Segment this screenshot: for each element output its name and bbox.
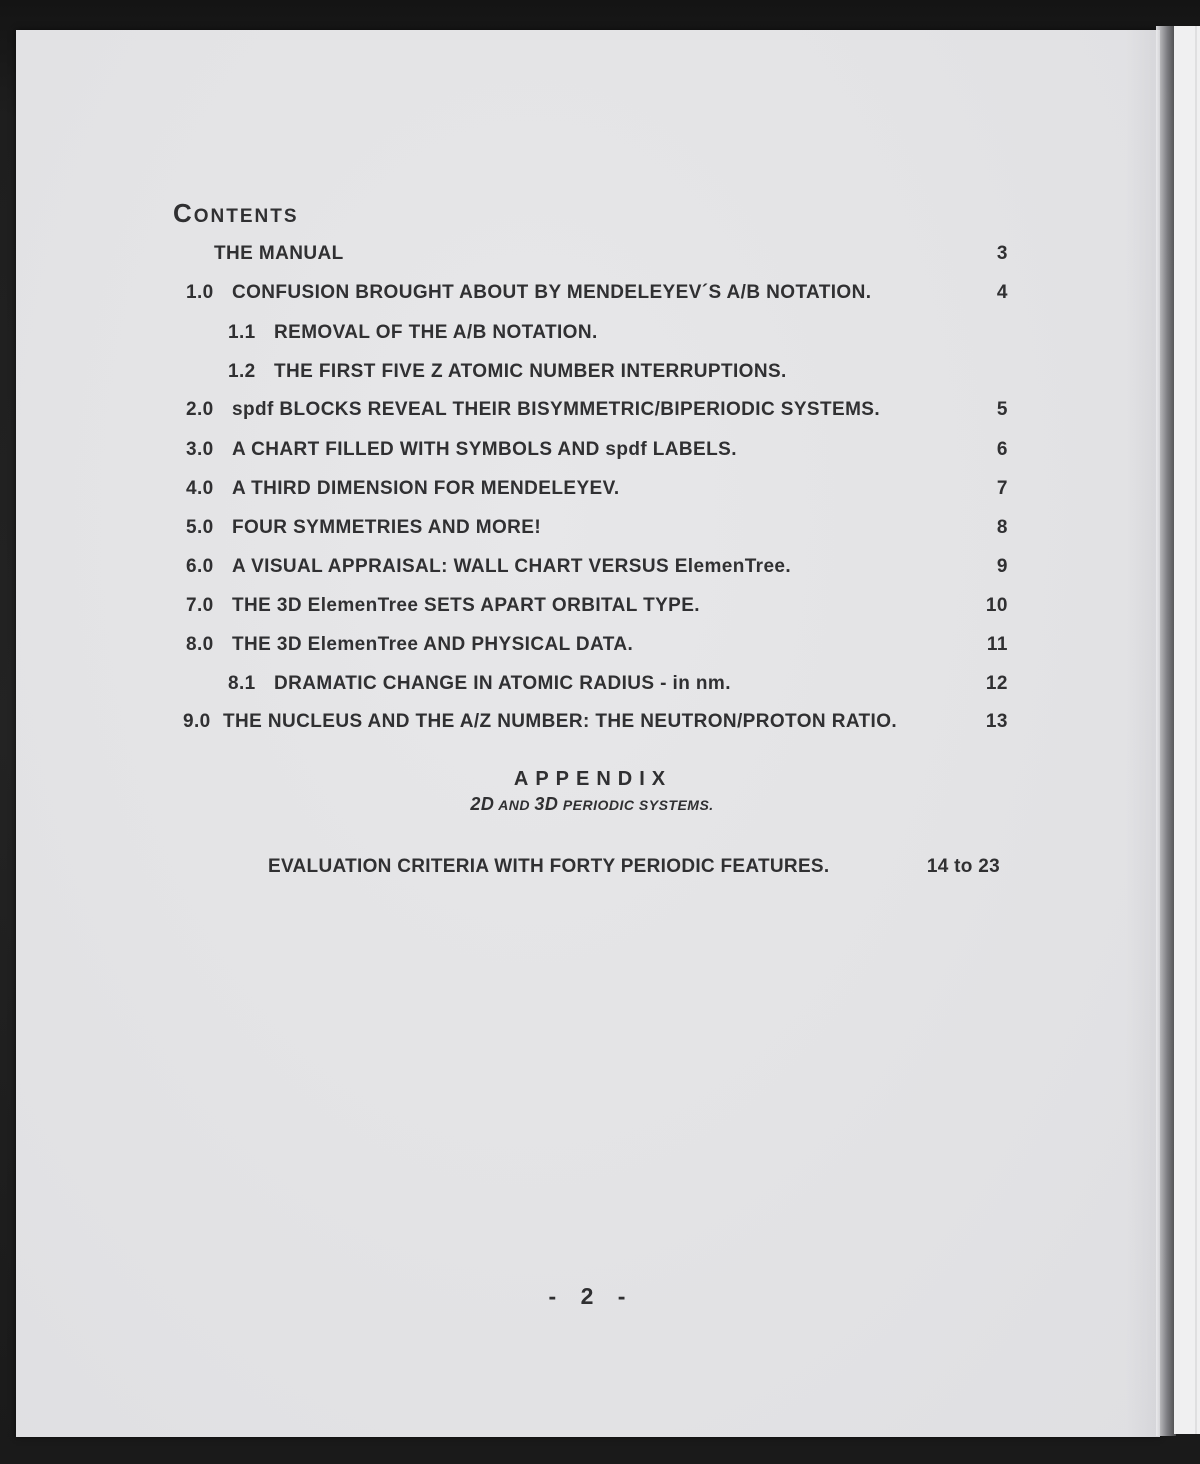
toc-item-page-number: 10 <box>985 595 1008 616</box>
toc-item-label: FOUR SYMMETRIES AND MORE! <box>232 517 542 538</box>
contents-heading-rest: ONTENTS <box>193 206 299 227</box>
toc-item-number: 1.0 <box>186 282 214 303</box>
toc-item-number: 5.0 <box>186 517 214 538</box>
toc-item-9-0 <box>16 710 1160 734</box>
appendix-subtitle <box>16 794 1160 815</box>
document-page <box>16 30 1160 1437</box>
toc-item-5-0 <box>16 516 1160 540</box>
toc-item-number: 4.0 <box>186 478 214 499</box>
page-number-footer: - 2 - <box>548 1283 628 1309</box>
toc-item-1-2 <box>16 360 1160 384</box>
toc-item-label: THE FIRST FIVE Z ATOMIC NUMBER INTERRUPTIONS. <box>274 361 787 382</box>
evaluation-criteria-label: EVALUATION CRITERIA WITH FORTY PERIODIC FEATURES. <box>268 856 830 877</box>
appendix-subtitle-rest: PERIODIC SYSTEMS. <box>558 797 714 813</box>
toc-item-6-0 <box>16 555 1160 579</box>
toc-item-8-1 <box>16 672 1160 696</box>
toc-item-label: spdf BLOCKS REVEAL THEIR BISYMMETRIC/BIPERIODIC SYSTEMS. <box>232 399 881 420</box>
toc-item-number: 6.0 <box>186 556 214 577</box>
toc-item-page-number: 8 <box>996 517 1008 538</box>
contents-heading-initial: C <box>173 198 194 228</box>
toc-item-page-number: 12 <box>985 673 1008 694</box>
evaluation-criteria-pages: 14 to 23 <box>926 856 1000 877</box>
toc-item-the-manual <box>16 242 1160 266</box>
toc-item-label: THE 3D ElemenTree SETS APART ORBITAL TYPE. <box>232 595 700 616</box>
toc-item-8-0 <box>16 633 1160 657</box>
toc-item-number: 7.0 <box>186 595 214 616</box>
toc-item-number: 1.1 <box>228 322 256 343</box>
toc-item-label: A VISUAL APPRAISAL: WALL CHART VERSUS ElemenTree. <box>232 556 792 577</box>
toc-item-page-number: 5 <box>996 399 1008 420</box>
toc-item-3-0 <box>16 438 1160 462</box>
page-fold-gutter <box>1156 26 1176 1436</box>
contents-heading <box>173 198 299 229</box>
toc-item-label: THE 3D ElemenTree AND PHYSICAL DATA. <box>232 634 634 655</box>
toc-item-page-number: 11 <box>986 634 1008 655</box>
toc-item-number: 3.0 <box>186 439 214 460</box>
appendix-heading: APPENDIX <box>513 768 673 790</box>
toc-item-label: THE NUCLEUS AND THE A/Z NUMBER: THE NEUTRON/PROTON RATIO. <box>223 711 898 732</box>
toc-item-2-0 <box>16 398 1160 422</box>
toc-item-number: 9.0 <box>183 711 211 732</box>
appendix-subtitle-3d: 3D <box>534 794 559 814</box>
toc-item-page-number: 3 <box>996 243 1008 264</box>
toc-item-label: THE MANUAL <box>214 243 344 264</box>
toc-item-page-number: 4 <box>996 282 1008 303</box>
toc-item-1-0 <box>16 281 1160 305</box>
evaluation-criteria-row <box>16 856 1160 878</box>
toc-item-label: A CHART FILLED WITH SYMBOLS AND spdf LABELS. <box>232 439 737 460</box>
appendix-subtitle-2d: 2D <box>470 794 495 814</box>
toc-item-number: 1.2 <box>228 361 256 382</box>
toc-item-label: REMOVAL OF THE A/B NOTATION. <box>274 322 598 343</box>
toc-item-4-0 <box>16 477 1160 501</box>
toc-item-label: DRAMATIC CHANGE IN ATOMIC RADIUS - in nm. <box>274 673 731 694</box>
toc-item-label: CONFUSION BROUGHT ABOUT BY MENDELEYEV´S A/B NOTATION. <box>232 282 872 303</box>
toc-item-label: A THIRD DIMENSION FOR MENDELEYEV. <box>232 478 620 499</box>
toc-item-1-1 <box>16 321 1160 345</box>
toc-item-number: 8.1 <box>228 673 256 694</box>
toc-item-page-number: 9 <box>996 556 1008 577</box>
toc-item-7-0 <box>16 594 1160 618</box>
toc-item-number: 2.0 <box>186 399 214 420</box>
toc-item-number: 8.0 <box>186 634 214 655</box>
adjacent-page-edge-line <box>1195 26 1197 1434</box>
toc-item-page-number: 6 <box>996 439 1008 460</box>
toc-item-page-number: 7 <box>996 478 1008 499</box>
toc-item-page-number: 13 <box>985 711 1008 732</box>
appendix-subtitle-and: AND <box>494 797 535 813</box>
